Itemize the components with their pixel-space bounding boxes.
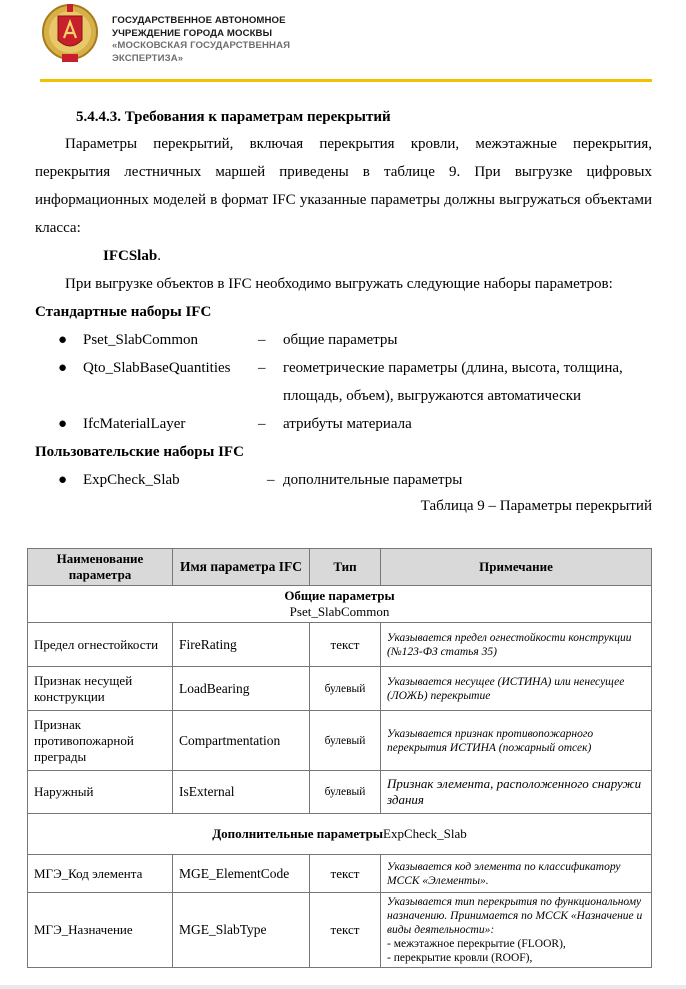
column-header: Примечание bbox=[381, 549, 652, 586]
group-title bbox=[28, 814, 652, 855]
param-name: Признак противопожарной преграды bbox=[28, 711, 173, 771]
header-divider bbox=[40, 79, 652, 82]
org-line: УЧРЕЖДЕНИЕ ГОРОДА МОСКВЫ bbox=[112, 27, 273, 39]
param-note: Указывается несущее (ИСТИНА) или ненесущее (ЛОЖЬ) перекрытие bbox=[381, 667, 652, 711]
param-ifc: LoadBearing bbox=[173, 667, 310, 711]
param-note: Указывается признак противопожарного перекрытия ИСТИНА (пожарный отсек) bbox=[381, 711, 652, 771]
param-ifc: Compartmentation bbox=[173, 711, 310, 771]
pset-description: атрибуты материала bbox=[283, 416, 412, 432]
param-note: Указывается предел огнестойкости конструкции (№123-ФЗ статья 35) bbox=[381, 623, 652, 667]
column-header: Наименование параметра bbox=[28, 549, 173, 586]
list-item bbox=[35, 466, 652, 494]
subheading-standard: Стандартные наборы IFC bbox=[35, 304, 212, 320]
param-name: Предел огнестойкости bbox=[28, 623, 173, 667]
group-title-text: Дополнительные параметры bbox=[212, 826, 384, 841]
group-row bbox=[28, 586, 652, 623]
param-ifc: FireRating bbox=[173, 623, 310, 667]
section-heading: 5.4.4.3. Требования к параметрам перекрытий bbox=[76, 109, 391, 125]
param-type: булевый bbox=[310, 771, 381, 814]
dash: – bbox=[258, 332, 266, 348]
paragraph: Параметры перекрытий, включая перекрытия кровли, межэтажные перекрытия, перекрытия лестничных маршей приведены в таблице 9. При выгрузке цифровых информационных моделей в формат IFC указанные параметры должны выгружаться объектами класса: bbox=[35, 136, 652, 236]
class-name bbox=[103, 242, 652, 270]
parameters-table bbox=[27, 548, 652, 968]
list-item bbox=[35, 326, 652, 354]
pset-name: IfcMaterialLayer bbox=[83, 416, 186, 432]
group-pset: Pset_SlabCommon bbox=[289, 604, 390, 619]
class-name-text: IFCSlab bbox=[103, 248, 158, 264]
pset-description: дополнительные параметры bbox=[283, 472, 463, 488]
dash: – bbox=[267, 472, 275, 488]
table-row bbox=[28, 667, 652, 711]
table-header-row bbox=[28, 549, 652, 586]
dash: – bbox=[258, 416, 266, 432]
document-header bbox=[0, 0, 686, 84]
param-note bbox=[381, 893, 652, 968]
bullet-icon: ● bbox=[58, 472, 68, 488]
param-name: Признак несущей конструкции bbox=[28, 667, 173, 711]
param-ifc: MGE_ElementCode bbox=[173, 855, 310, 893]
param-note: Указывается код элемента по классификатору МССК «Элементы». bbox=[381, 855, 652, 893]
pset-name: Qto_SlabBaseQuantities bbox=[83, 360, 231, 376]
bullet-icon: ● bbox=[58, 360, 68, 376]
note-line: - перекрытие кровли (ROOF), bbox=[387, 952, 533, 964]
bullet-icon: ● bbox=[58, 332, 68, 348]
pset-name: Pset_SlabCommon bbox=[83, 332, 199, 348]
param-ifc: MGE_SlabType bbox=[173, 893, 310, 968]
emblem-icon bbox=[40, 2, 100, 66]
bullet-icon: ● bbox=[58, 416, 68, 432]
param-type: текст bbox=[310, 623, 381, 667]
table-row bbox=[28, 623, 652, 667]
param-type: текст bbox=[310, 855, 381, 893]
org-line: ЭКСПЕРТИЗА» bbox=[112, 52, 184, 64]
group-title-text: Общие параметры bbox=[284, 588, 395, 603]
scroll-strip bbox=[0, 985, 686, 989]
class-name-suffix: . bbox=[157, 248, 161, 264]
param-note: Признак элемента, расположенного снаружи здания bbox=[381, 771, 652, 814]
group-title bbox=[28, 586, 652, 623]
note-line: Указывается тип перекрытия по функциональному назначению. Принимается по МССК «Назначение и виды деятельности»: bbox=[387, 896, 643, 936]
pset-description: общие параметры bbox=[283, 332, 398, 348]
param-type: булевый bbox=[310, 711, 381, 771]
table-row bbox=[28, 855, 652, 893]
org-line: «МОСКОВСКАЯ ГОСУДАРСТВЕННАЯ bbox=[112, 40, 291, 52]
group-pset: ExpCheck_Slab bbox=[383, 826, 467, 841]
param-type: текст bbox=[310, 893, 381, 968]
subheading-user: Пользовательские наборы IFC bbox=[35, 444, 244, 460]
document-body bbox=[35, 96, 652, 518]
list-item bbox=[35, 410, 652, 438]
pset-description: геометрические параметры (длина, высота, толщина, площадь, объем), выгружаются автоматически bbox=[283, 360, 623, 404]
param-name: Наружный bbox=[28, 771, 173, 814]
group-row bbox=[28, 814, 652, 855]
param-name: МГЭ_Назначение bbox=[28, 893, 173, 968]
table-caption: Таблица 9 – Параметры перекрытий bbox=[420, 498, 652, 514]
param-type: булевый bbox=[310, 667, 381, 711]
paragraph: При выгрузке объектов в IFC необходимо выгружать следующие наборы параметров: bbox=[65, 276, 613, 292]
list-item bbox=[35, 354, 652, 410]
table-row bbox=[28, 771, 652, 814]
param-ifc: IsExternal bbox=[173, 771, 310, 814]
param-name: МГЭ_Код элемента bbox=[28, 855, 173, 893]
note-line: - межэтажное перекрытие (FLOOR), bbox=[387, 938, 566, 950]
org-line: ГОСУДАРСТВЕННОЕ АВТОНОМНОЕ bbox=[112, 15, 286, 26]
column-header: Тип bbox=[310, 549, 381, 586]
dash: – bbox=[258, 360, 266, 376]
table-row bbox=[28, 711, 652, 771]
table-row bbox=[28, 893, 652, 968]
pset-name: ExpCheck_Slab bbox=[83, 472, 180, 488]
column-header: Имя параметра IFC bbox=[173, 549, 310, 586]
organization-name bbox=[112, 15, 290, 65]
